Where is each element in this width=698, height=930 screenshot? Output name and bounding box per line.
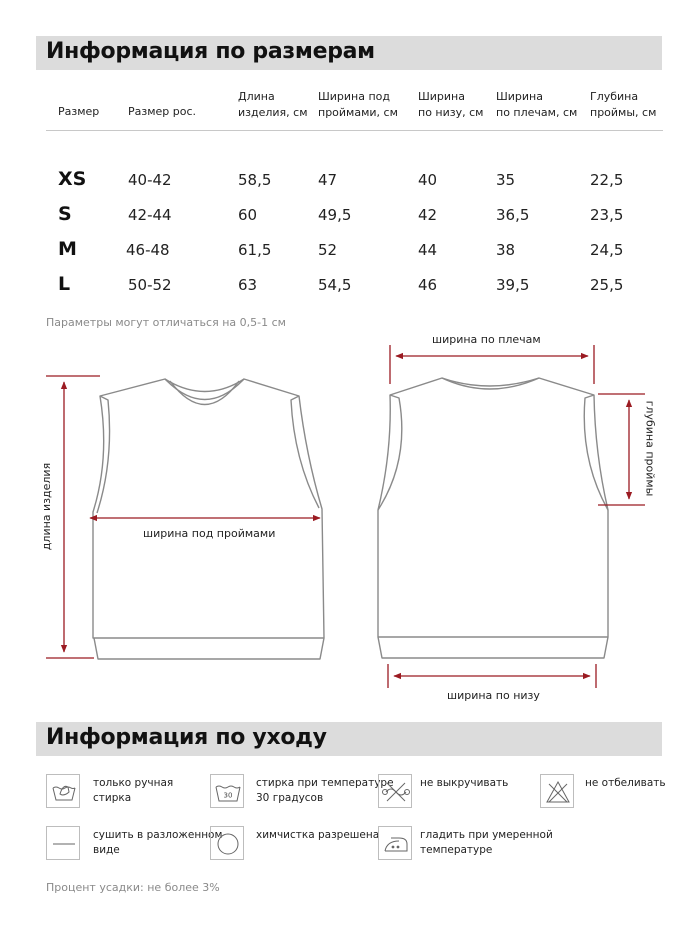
care-text-dry-flat: сушить в разложенном виде xyxy=(93,829,223,856)
care-text-wash-30: стирка при температуре 30 градусов xyxy=(256,777,394,804)
length-label: длина изделия xyxy=(40,462,54,551)
row-m-chest: 52 xyxy=(318,241,338,259)
front-vest-outline xyxy=(93,379,324,659)
col-header-ru-size: Размер рос. xyxy=(128,105,197,118)
row-s-armhole: 23,5 xyxy=(590,206,624,224)
col-header-chest: Ширина под проймами, см xyxy=(318,90,398,119)
row-s-ru: 42-44 xyxy=(128,206,172,224)
wash-temp-badge: 30 xyxy=(223,791,233,800)
row-l-size: L xyxy=(58,273,71,295)
col-header-length: Длина изделия, см xyxy=(238,90,308,119)
row-l-ru: 50-52 xyxy=(128,276,172,294)
row-xs-armhole: 22,5 xyxy=(590,171,624,189)
hem-width-label: ширина по низу xyxy=(447,689,540,702)
row-xs-length: 58,5 xyxy=(238,171,272,189)
col-header-armhole: Глубина проймы, см xyxy=(590,90,657,119)
row-s-length: 60 xyxy=(238,206,258,224)
row-m-ru: 46-48 xyxy=(126,241,170,259)
row-m-shoulder: 38 xyxy=(496,241,516,259)
no-bleach-icon xyxy=(540,774,574,808)
col-header-shoulder: Ширина по плечам, см xyxy=(496,90,578,119)
armhole-depth-label: глубина проймы xyxy=(643,400,657,497)
row-xs-hem: 40 xyxy=(418,171,438,189)
row-xs-shoulder: 35 xyxy=(496,171,516,189)
row-l-length: 63 xyxy=(238,276,258,294)
col-header-hem: Ширина по низу, см xyxy=(418,90,484,119)
hand-wash-icon xyxy=(46,774,80,808)
chest-width-label: ширина под проймами xyxy=(143,527,276,540)
row-m-size: M xyxy=(58,238,77,260)
shrinkage-note: Процент усадки: не более 3% xyxy=(46,881,220,894)
care-text-dry-clean: химчистка разрешена xyxy=(256,829,380,841)
shoulder-width-label: ширина по плечам xyxy=(432,333,541,346)
size-info-title: Информация по размерам xyxy=(46,39,375,64)
row-xs-chest: 47 xyxy=(318,171,338,189)
care-info-title: Информация по уходу xyxy=(46,725,327,750)
row-l-chest: 54,5 xyxy=(318,276,352,294)
row-l-shoulder: 39,5 xyxy=(496,276,530,294)
row-m-hem: 44 xyxy=(418,241,438,259)
row-l-armhole: 25,5 xyxy=(590,276,624,294)
row-xs-size: XS xyxy=(58,168,87,190)
col-header-size: Размер xyxy=(58,105,100,118)
iron-medium-icon xyxy=(378,826,412,860)
tolerance-note: Параметры могут отличаться на 0,5-1 см xyxy=(46,316,286,329)
row-s-hem: 42 xyxy=(418,206,438,224)
row-m-length: 61,5 xyxy=(238,241,272,259)
care-text-iron: гладить при умеренной температуре xyxy=(420,829,553,856)
care-text-hand-wash: только ручная стирка xyxy=(93,777,174,804)
row-s-shoulder: 36,5 xyxy=(496,206,530,224)
dry-flat-icon xyxy=(46,826,80,860)
care-text-no-wring: не выкручивать xyxy=(420,777,509,789)
row-l-hem: 46 xyxy=(418,276,438,294)
row-s-chest: 49,5 xyxy=(318,206,352,224)
care-text-no-bleach: не отбеливать xyxy=(585,777,666,789)
care-info-banner xyxy=(36,722,662,756)
row-m-armhole: 24,5 xyxy=(590,241,624,259)
wash-30-icon xyxy=(210,774,244,808)
no-wring-icon xyxy=(378,774,412,808)
dry-clean-icon xyxy=(210,826,244,860)
row-s-size: S xyxy=(58,203,72,225)
back-vest-outline xyxy=(378,378,608,658)
row-xs-ru: 40-42 xyxy=(128,171,172,189)
